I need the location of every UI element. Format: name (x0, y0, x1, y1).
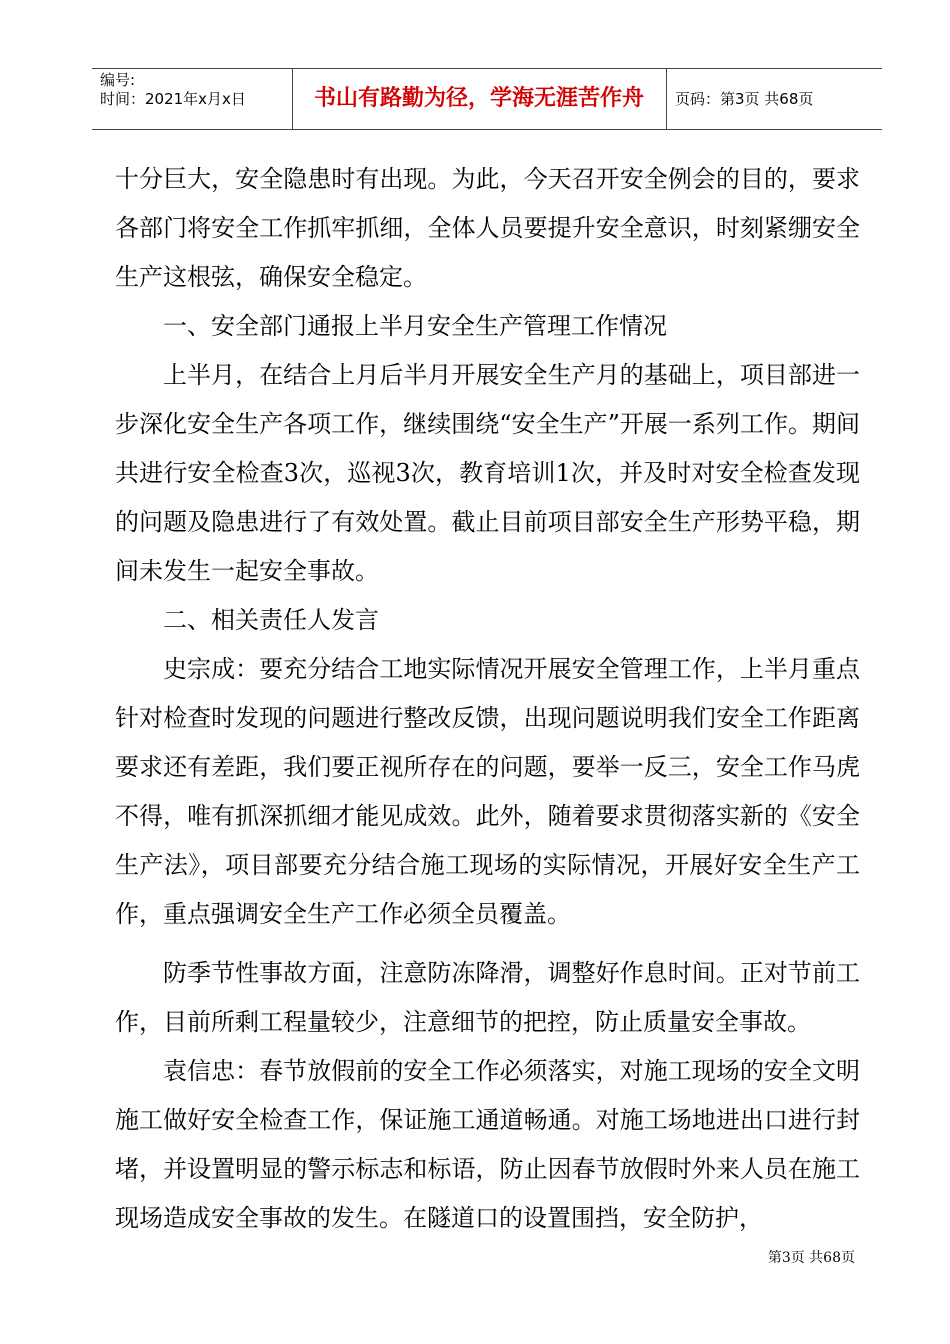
paragraph-continuation: 十分巨大，安全隐患时有出现。为此，今天召开安全例会的目的，要求各部门将安全工作抓牢抓细，全体人员要提升安全意识，时刻紧绷安全生产这根弦，确保安全稳定。 (115, 165, 860, 291)
section-heading-2: 二、相关责任人发言 (163, 606, 379, 634)
document-time-label: 时间：2021年x月x日 (100, 90, 246, 108)
page-header (92, 68, 882, 130)
document-code-label: 编号: (100, 71, 136, 89)
section-heading-1: 一、安全部门通报上半月安全生产管理工作情况 (163, 312, 667, 340)
document-body (115, 155, 860, 1243)
header-meta (100, 71, 246, 109)
paragraph-speech-shi: 史宗成：要充分结合工地实际情况开展安全管理工作，上半月重点针对检查时发现的问题进行整改反馈，出现问题说明我们安全工作距离要求还有差距，我们要正视所存在的问题，要举一反三，安全工作马虎不得，唯有抓深抓细才能见成效。此外，随着要求贯彻落实新的《安全生产法》，项目部要充分结合施工现场的实际情况，开展好安全生产工作，重点强调安全生产工作必须全员覆盖。 (115, 655, 860, 928)
header-motto: 书山有路勤为径，学海无涯苦作舟 (313, 86, 644, 111)
page-footer-number: 第3页 共68页 (767, 1250, 855, 1266)
paragraph-seasonal: 防季节性事故方面，注意防冻降滑，调整好作息时间。正对节前工作，目前所剩工程量较少，注意细节的把控，防止质量安全事故。 (115, 959, 860, 1036)
header-page-info: 页码：第3页 共68页 (675, 90, 814, 108)
paragraph-speech-yuan: 袁信忠：春节放假前的安全工作必须落实，对施工现场的安全文明施工做好安全检查工作，保证施工通道畅通。对施工场地进出口进行封堵，并设置明显的警示标志和标语，防止因春节放假时外来人员在施工现场造成安全事故的发生。在隧道口的设置围挡，安全防护， (115, 1057, 860, 1232)
paragraph-report: 上半月，在结合上月后半月开展安全生产月的基础上，项目部进一步深化安全生产各项工作，继续围绕“安全生产”开展一系列工作。期间共进行安全检查3次，巡视3次，教育培训1次，并及时对安全检查发现的问题及隐患进行了有效处置。截止目前项目部安全生产形势平稳，期间未发生一起安全事故。 (115, 361, 860, 585)
header-divider-right (666, 69, 667, 129)
